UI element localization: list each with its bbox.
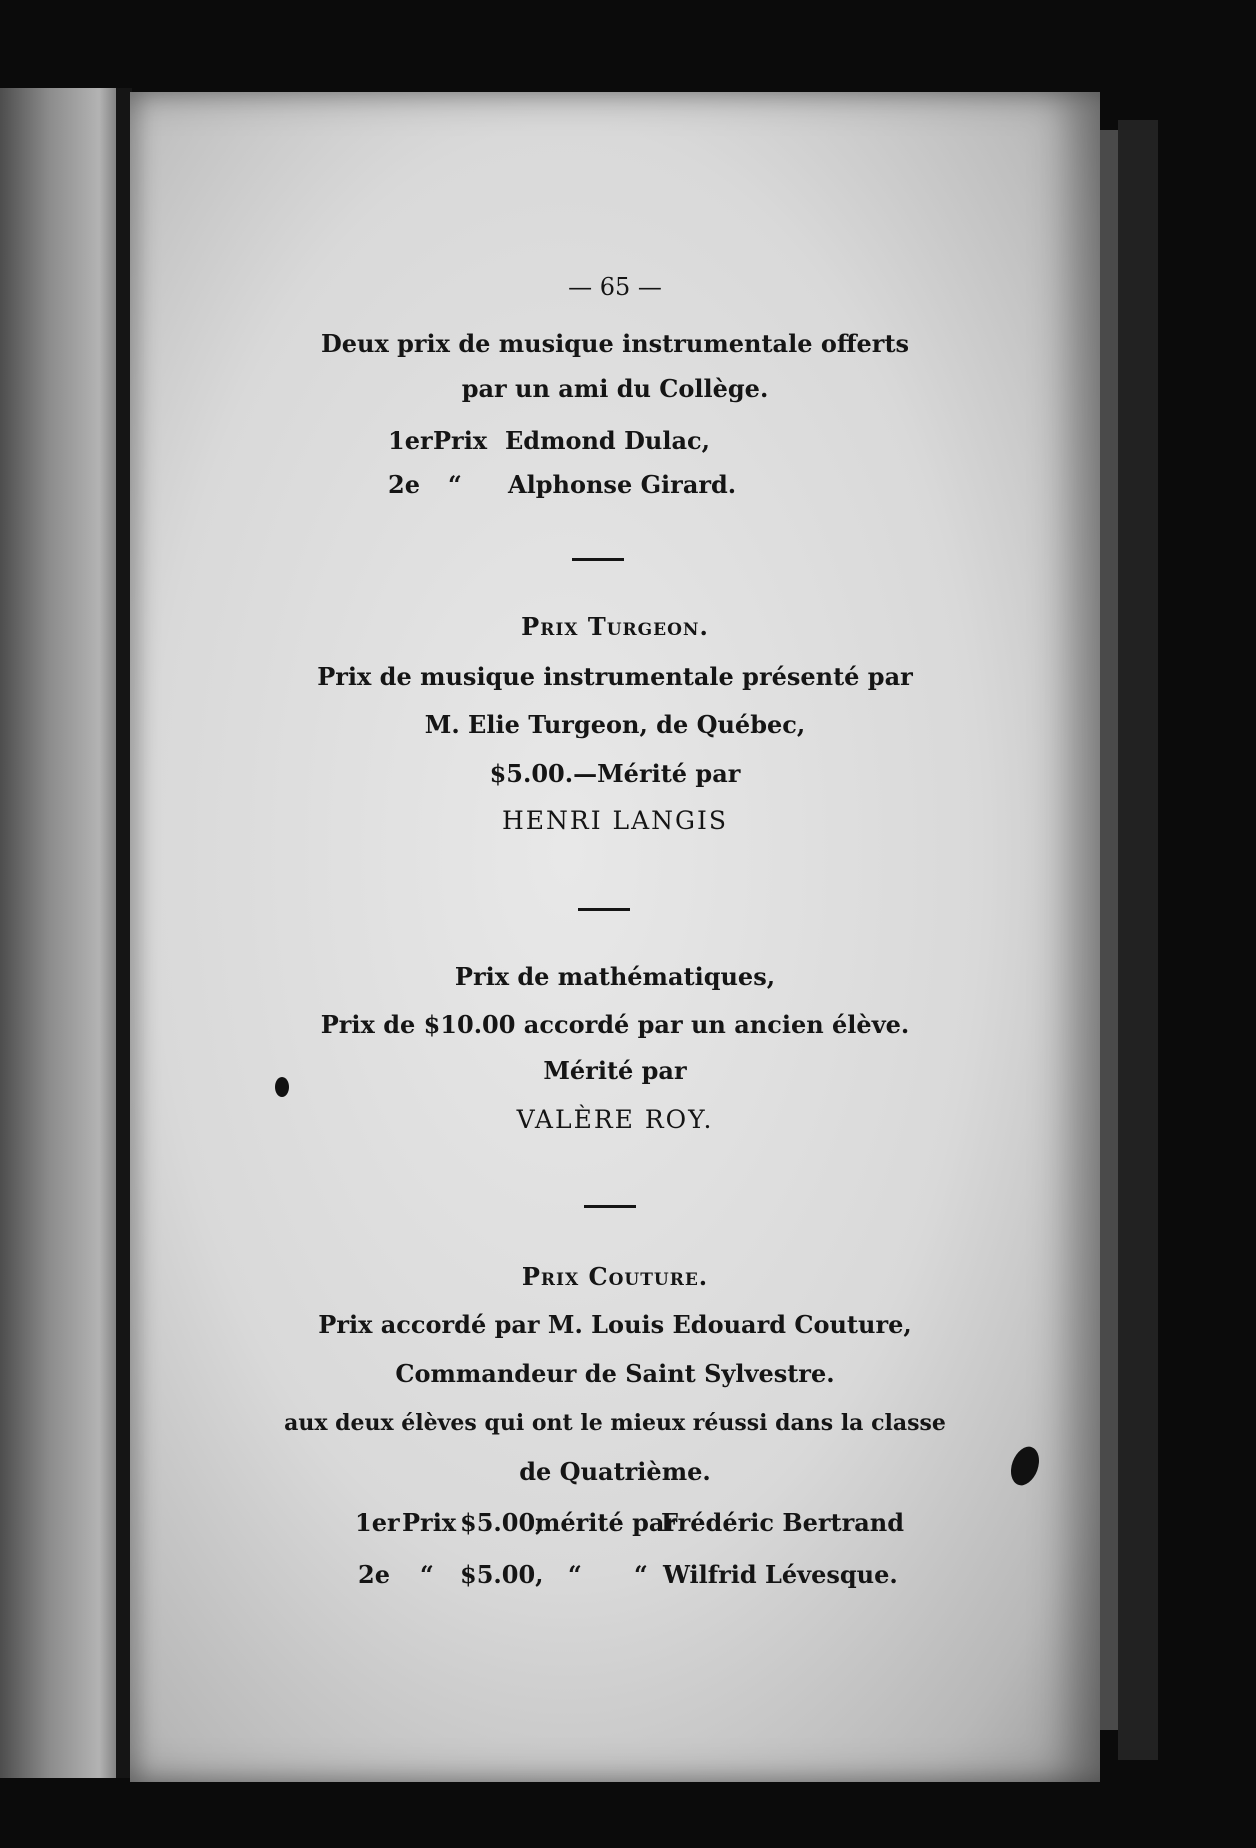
page-content	[130, 92, 1100, 1782]
music-prize1-rank: 1er	[388, 426, 433, 455]
document-page	[130, 92, 1100, 1782]
turgeon-line2: M. Elie Turgeon, de Québec,	[424, 710, 806, 739]
couture-line3: aux deux élèves qui ont le mieux réussi dans la classe	[284, 1410, 946, 1436]
math-winner: VALÈRE ROY.	[516, 1105, 714, 1134]
section-divider	[572, 558, 624, 561]
couture-prize1-label: Prix	[402, 1508, 457, 1537]
turgeon-line1: Prix de musique instrumentale présenté par	[317, 662, 913, 691]
section-divider	[584, 1205, 636, 1208]
music-prize1-winner: Edmond Dulac,	[505, 426, 710, 455]
page-stack-edge-outer	[1118, 120, 1158, 1760]
ink-speck	[275, 1077, 289, 1097]
couture-prize2-rank: 2e	[358, 1560, 390, 1589]
couture-prize1-merit: mérité par	[535, 1508, 678, 1537]
music-prize2-winner: Alphonse Girard.	[508, 470, 737, 499]
couture-line1: Prix accordé par M. Louis Edouard Couture,	[318, 1310, 912, 1339]
math-line2: Prix de $10.00 accordé par un ancien élève.	[320, 1010, 910, 1039]
couture-prize2-ditto: “	[420, 1560, 434, 1589]
facing-page-edge	[0, 88, 124, 1778]
math-line1: Prix de mathématiques,	[454, 962, 776, 991]
turgeon-winner: HENRI LANGIS	[501, 806, 729, 835]
couture-heading: Prix Couture.	[521, 1262, 709, 1291]
section-divider	[578, 908, 630, 911]
math-line3: Mérité par	[543, 1056, 687, 1085]
page-stack-edge	[1100, 130, 1118, 1730]
turgeon-heading: Prix Turgeon.	[521, 612, 709, 641]
couture-prize2-ditto-a: “	[568, 1560, 582, 1589]
music-intro-line2: par un ami du Collège.	[461, 374, 769, 403]
couture-line2: Commandeur de Saint Sylvestre.	[395, 1359, 835, 1388]
music-prize1-label: Prix	[433, 426, 488, 455]
couture-prize1-amount: $5.00,	[460, 1508, 544, 1537]
couture-prize1-winner: Frédéric Bertrand	[661, 1508, 905, 1537]
music-intro-line1: Deux prix de musique instrumentale offerts	[320, 329, 910, 358]
couture-prize2-winner: Wilfrid Lévesque.	[663, 1560, 898, 1589]
couture-prize2-ditto-b: “	[634, 1560, 648, 1589]
music-prize2-ditto: “	[448, 470, 462, 499]
page-number: — 65 —	[568, 273, 662, 301]
couture-line4: de Quatrième.	[519, 1457, 711, 1486]
couture-prize2-amount: $5.00,	[460, 1560, 544, 1589]
couture-prize1-rank: 1er	[355, 1508, 400, 1537]
turgeon-line3: $5.00.—Mérité par	[489, 759, 741, 788]
music-prize2-rank: 2e	[388, 470, 420, 499]
